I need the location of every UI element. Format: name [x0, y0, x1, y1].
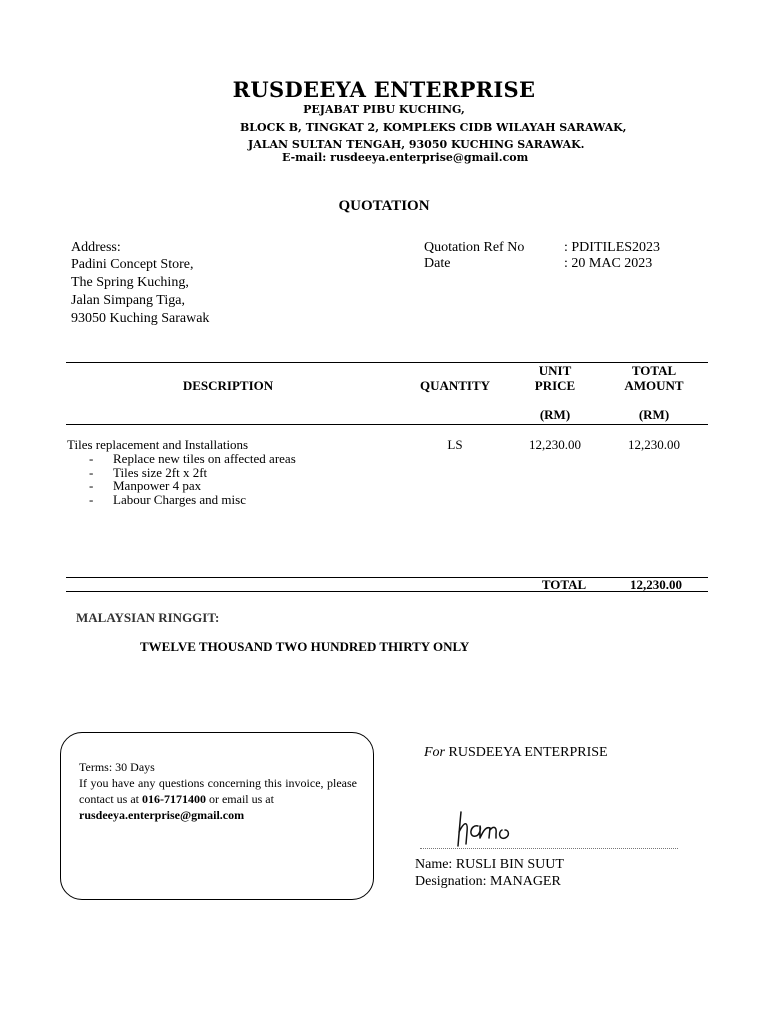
client-address	[71, 239, 209, 327]
quotation-date-value: : 20 MAC 2023	[564, 256, 653, 271]
col-header-total-amount-line: AMOUNT	[624, 378, 684, 393]
item-details-list	[89, 452, 407, 506]
col-header-quantity: QUANTITY	[419, 378, 491, 393]
handwritten-signature	[452, 808, 524, 850]
terms-contact	[79, 775, 357, 807]
client-address-line: 93050 Kuching Sarawak	[71, 311, 210, 326]
col-header-total-amount-currency: (RM)	[638, 407, 670, 422]
item-detail: - Manpower 4 pax	[89, 479, 407, 493]
terms-phone: 016-7171400	[141, 792, 206, 806]
signatory-name: Name: RUSLI BIN SUUT	[415, 857, 564, 872]
col-header-unit-price-line: UNIT	[538, 363, 572, 378]
client-address-label: Address:	[71, 240, 121, 255]
amount-words-text: TWELVE THOUSAND TWO HUNDRED THIRTY ONLY	[140, 639, 470, 654]
total-value: 12,230.00	[630, 577, 682, 592]
client-address-line: Padini Concept Store,	[71, 257, 194, 272]
company-address-line2: BLOCK B, TINGKAT 2, KOMPLEKS CIDB WILAYAH SARAWAK,	[240, 121, 627, 134]
signature-for-company: RUSDEEYA ENTERPRISE	[448, 745, 608, 760]
document-title: QUOTATION	[338, 198, 430, 214]
company-address-line1: PEJABAT PIBU KUCHING,	[303, 103, 465, 116]
table-header-rule	[66, 424, 708, 425]
company-address-line3: JALAN SULTAN TENGAH, 93050 KUCHING SARAWAK.	[248, 138, 585, 151]
quotation-date-label: Date	[424, 256, 451, 271]
terms-contact-text: If you have any questions concerning this invoice, please contact us at	[79, 776, 357, 806]
signatory-designation: Designation: MANAGER	[415, 874, 561, 889]
signature-for-line	[424, 745, 608, 761]
col-header-description: DESCRIPTION	[182, 378, 274, 393]
item-unit-price: 12,230.00	[529, 437, 581, 452]
company-email: E-mail: rusdeeya.enterprise@gmail.com	[282, 151, 529, 164]
col-header-unit-price	[515, 363, 595, 422]
table-row	[67, 438, 407, 506]
item-detail: - Tiles size 2ft x 2ft	[89, 466, 407, 480]
quotation-ref-label: Quotation Ref No	[424, 240, 525, 255]
client-address-line: Jalan Simpang Tiga,	[71, 293, 185, 308]
quotation-ref-value: : PDITILES2023	[564, 240, 661, 255]
signature-line	[420, 848, 678, 849]
signature-for-label: For	[424, 745, 445, 760]
item-description: Tiles replacement and Installations	[67, 437, 249, 452]
item-detail: - Labour Charges and misc	[89, 493, 407, 507]
col-header-unit-price-currency: (RM)	[539, 407, 571, 422]
client-address-line: The Spring Kuching,	[71, 275, 189, 290]
item-detail: - Replace new tiles on affected areas	[89, 452, 407, 466]
col-header-total-amount-line: TOTAL	[631, 363, 677, 378]
total-label: TOTAL	[541, 577, 587, 592]
company-name: RUSDEEYA ENTERPRISE	[232, 77, 536, 102]
terms-email: rusdeeya.enterprise@gmail.com	[79, 808, 245, 822]
total-bottom-rule	[66, 591, 708, 592]
col-header-total-amount	[610, 363, 698, 422]
item-total: 12,230.00	[628, 437, 680, 452]
item-quantity: LS	[447, 437, 463, 452]
amount-words-label: MALAYSIAN RINGGIT:	[76, 610, 220, 625]
col-header-unit-price-line: PRICE	[534, 378, 576, 393]
terms-text	[79, 759, 357, 823]
terms-days: Terms: 30 Days	[79, 760, 155, 774]
terms-contact-text-2: or email us at	[208, 792, 274, 806]
